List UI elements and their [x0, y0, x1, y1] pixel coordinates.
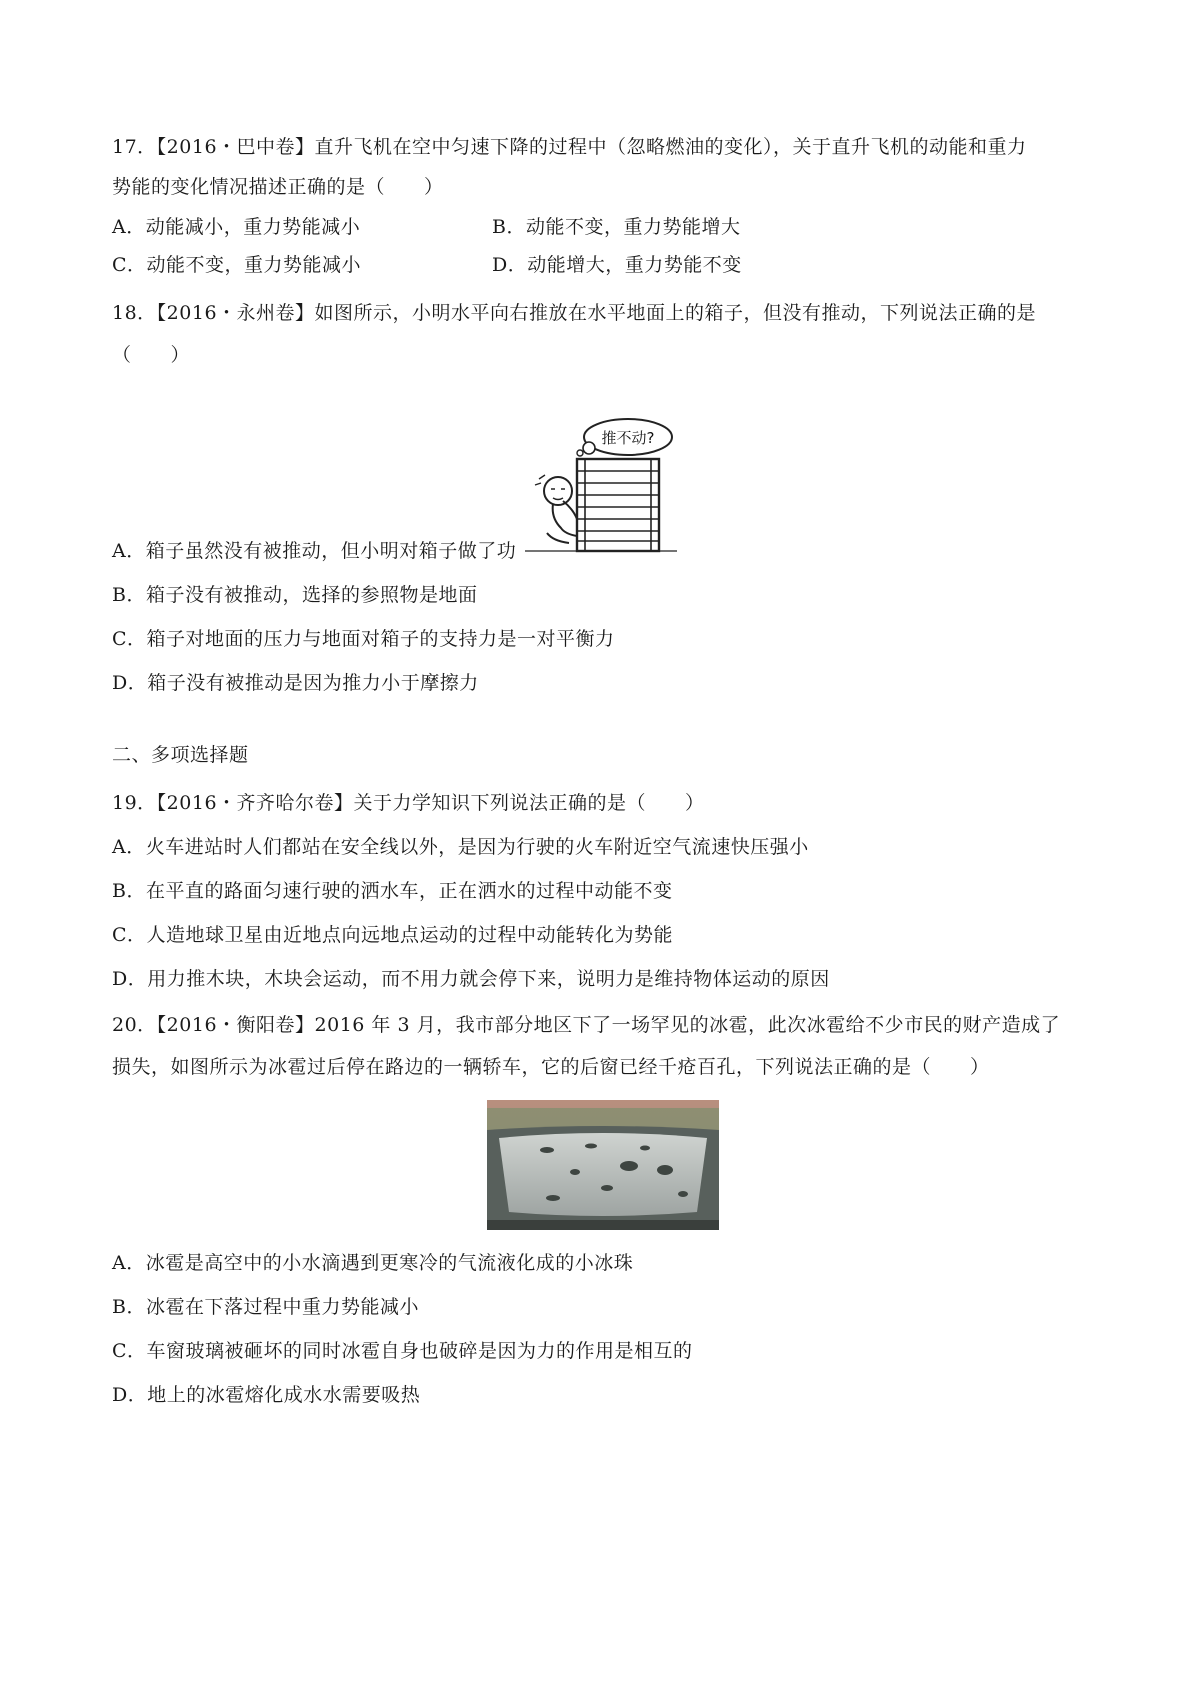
pushing-box-illustration [525, 415, 677, 553]
thought-bubble-text: 推不动? [601, 429, 655, 447]
q20-stem-line2: 损失，如图所示为冰雹过后停在路边的一辆轿车，它的后窗已经千疮百孔，下列说法正确的是（ ） [112, 1056, 990, 1078]
hail-damaged-window-image [487, 1100, 719, 1230]
q19-option-a: A．火车进站时人们都站在安全线以外，是因为行驶的火车附近空气流速快压强小 [112, 836, 809, 858]
q18-option-b: B．箱子没有被推动，选择的参照物是地面 [112, 584, 478, 606]
q20-option-b: B．冰雹在下落过程中重力势能减小 [112, 1296, 419, 1318]
q19-option-d: D．用力推木块，木块会运动，而不用力就会停下来，说明力是维持物体运动的原因 [112, 968, 830, 990]
q19-option-b: B．在平直的路面匀速行驶的洒水车，正在洒水的过程中动能不变 [112, 880, 673, 902]
q18-option-c: C．箱子对地面的压力与地面对箱子的支持力是一对平衡力 [112, 628, 615, 650]
q19-stem: 19．【2016・齐齐哈尔卷】关于力学知识下列说法正确的是（ ） [112, 792, 705, 814]
q20-option-c: C．车窗玻璃被砸坏的同时冰雹自身也破碎是因为力的作用是相互的 [112, 1340, 693, 1362]
q17-option-d: D．动能增大，重力势能不变 [492, 254, 742, 276]
q18-option-a: A．箱子虽然没有被推动，但小明对箱子做了功 [112, 540, 517, 562]
q17-option-c: C．动能不变，重力势能减小 [112, 254, 362, 276]
q17-stem-line2: 势能的变化情况描述正确的是（ ） [112, 176, 444, 198]
q18-stem-line2: （ ） [112, 344, 191, 366]
car-rear-window-photo [487, 1100, 719, 1230]
cartoon-pushing-box-figure [525, 415, 677, 553]
q18-stem-line1: 18．【2016・永州卷】如图所示，小明水平向右推放在水平地面上的箱子，但没有推动，下列说法正确的是 [112, 302, 1037, 324]
q20-option-d: D．地上的冰雹熔化成水水需要吸热 [112, 1384, 421, 1406]
q17-option-a: A．动能减小，重力势能减小 [112, 216, 361, 238]
q20-stem-line1: 20．【2016・衡阳卷】2016 年 3 月，我市部分地区下了一场罕见的冰雹，此次冰雹给不少市民的财产造成了 [112, 1014, 1061, 1036]
section-heading: 二、多项选择题 [112, 744, 249, 766]
q17-option-b: B．动能不变，重力势能增大 [492, 216, 741, 238]
q17-stem-line1: 17．【2016・巴中卷】直升飞机在空中匀速下降的过程中（忽略燃油的变化），关于直升飞机的动能和重力 [112, 136, 1027, 158]
q18-option-d: D．箱子没有被推动是因为推力小于摩擦力 [112, 672, 479, 694]
q19-option-c: C．人造地球卫星由近地点向远地点运动的过程中动能转化为势能 [112, 924, 674, 946]
q20-option-a: A．冰雹是高空中的小水滴遇到更寒冷的气流液化成的小冰珠 [112, 1252, 634, 1274]
